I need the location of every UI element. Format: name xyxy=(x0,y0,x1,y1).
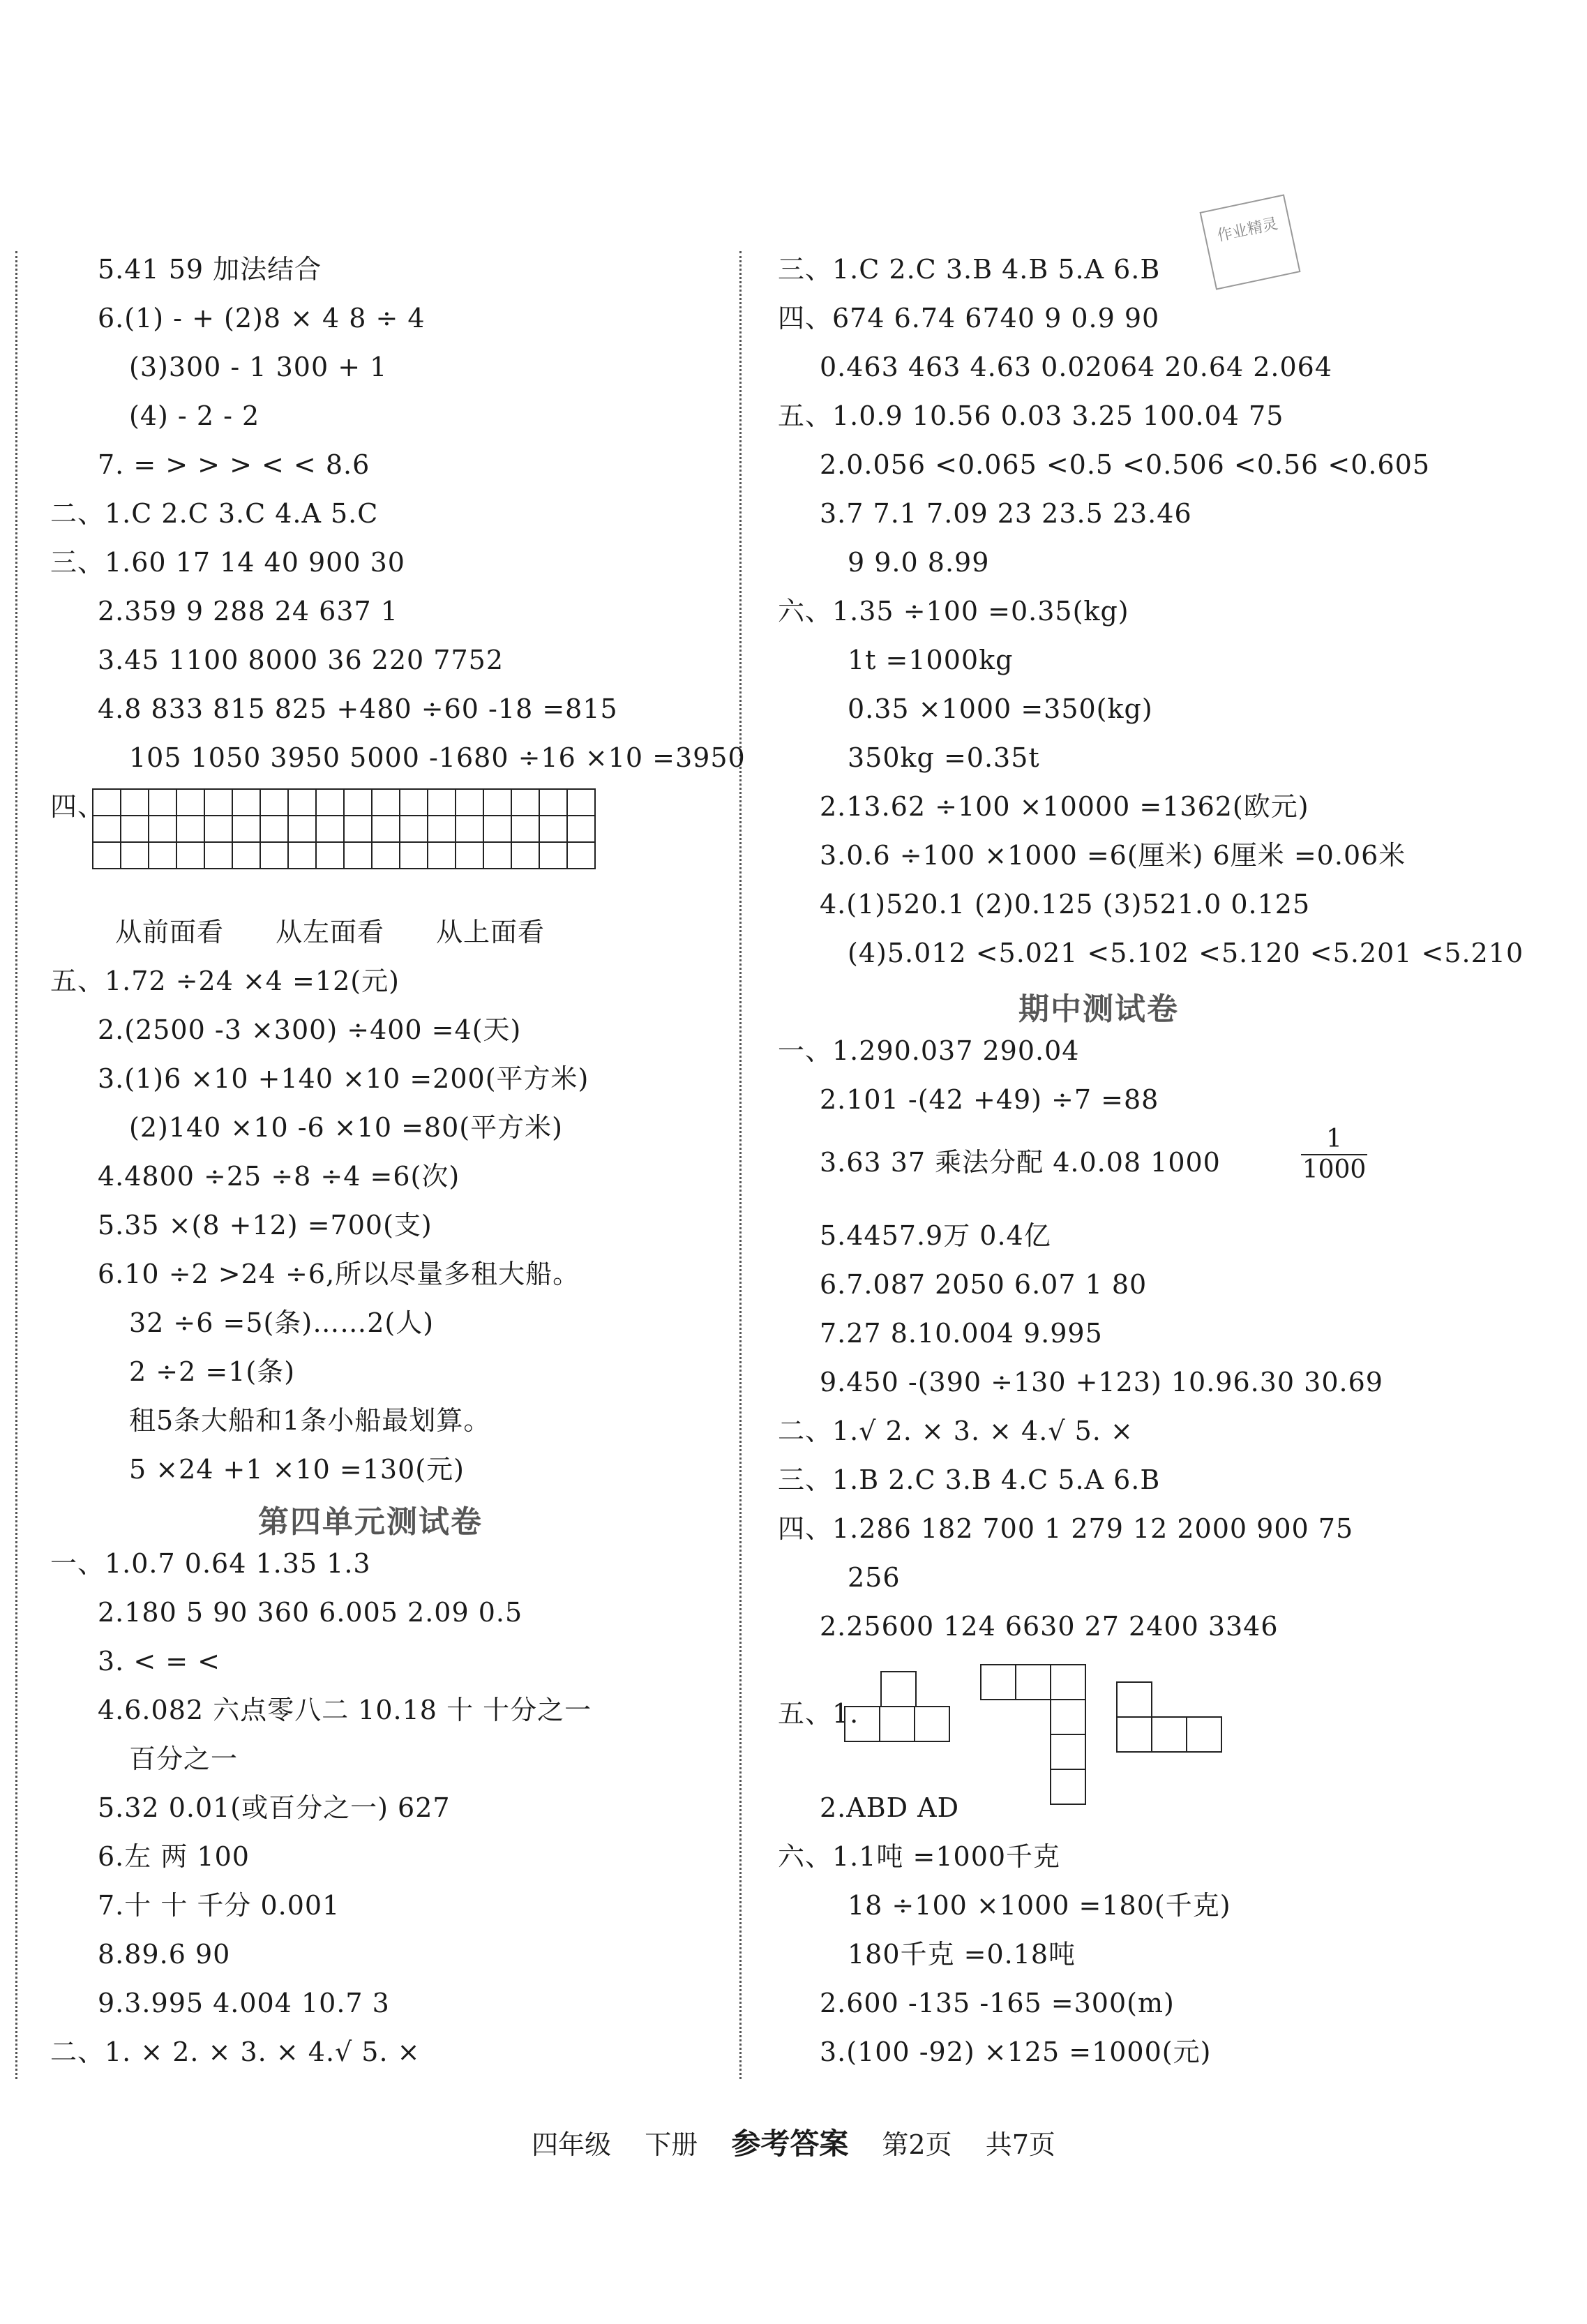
left-line-17: 5.35 ×(8 +12) =700(支) xyxy=(98,1210,433,1240)
left-line-5: 7. = > > > < < 8.6 xyxy=(98,449,370,480)
right-line-21: 7.27 8.10.004 9.995 xyxy=(820,1318,1103,1349)
right-line-22: 9.450 -(390 ÷130 +123) 10.96.30 30.69 xyxy=(820,1367,1383,1397)
left-line-27: 百分之一 xyxy=(129,1744,239,1774)
right-line-3: 0.463 463 4.63 0.02064 20.64 2.064 xyxy=(820,352,1333,382)
view-label-left: 从左面看 xyxy=(276,917,385,947)
right-line-12: 2.13.62 ÷100 ×10000 =1362(欧元) xyxy=(820,791,1309,822)
view-label-top: 从上面看 xyxy=(436,917,546,947)
net-figure-2 xyxy=(980,1664,1092,1783)
left-line-14: 3.(1)6 ×10 +140 ×10 =200(平方米) xyxy=(98,1063,589,1094)
fraction-one-thousandth: $\frac{1}{1000}$ xyxy=(1302,1125,1367,1184)
left-line-32: 9.3.995 4.004 10.7 3 xyxy=(98,1988,390,2018)
left-line-31: 8.89.6 90 xyxy=(98,1939,231,1970)
left-line-4: (4) - 2 - 2 xyxy=(129,400,260,431)
right-line-14: 4.(1)520.1 (2)0.125 (3)521.0 0.125 xyxy=(820,889,1311,920)
homework-stamp: 作业精灵 xyxy=(1200,194,1301,290)
left-line-15: (2)140 ×10 -6 ×10 =80(平方米) xyxy=(129,1112,563,1143)
left-line-19: 32 ÷6 =5(条)……2(人) xyxy=(129,1307,435,1338)
page-footer xyxy=(0,2121,1587,2163)
center-column-rule xyxy=(739,251,742,2079)
right-line-32: 2.600 -135 -165 =300(m) xyxy=(820,1988,1175,2018)
left-line-20: 2 ÷2 =1(条) xyxy=(129,1356,296,1387)
left-line-26: 4.6.082 六点零八二 10.18 十 十分之一 xyxy=(98,1695,592,1725)
right-line-16: 一、1.290.037 290.04 xyxy=(778,1035,1080,1066)
midterm-section-title: 期中测试卷 xyxy=(1018,991,1179,1027)
net-figure-1 xyxy=(844,1671,956,1755)
left-line-33: 二、1. × 2. × 3. × 4.√ 5. × xyxy=(50,2037,421,2067)
right-line-15: (4)5.012 <5.021 <5.102 <5.120 <5.201 <5.210 xyxy=(848,938,1524,968)
views-question-number: 四、 xyxy=(50,791,105,822)
left-line-11: 105 1050 3950 5000 -1680 ÷16 ×10 =3950 xyxy=(129,742,746,773)
right-line-5: 2.0.056 <0.065 <0.5 <0.506 <0.56 <0.605 xyxy=(820,449,1431,480)
left-line-16: 4.4800 ÷25 ÷8 ÷4 =6(次) xyxy=(98,1161,460,1192)
right-line-19: 5.4457.9万 0.4亿 xyxy=(820,1220,1051,1251)
right-line-4: 五、1.0.9 10.56 0.03 3.25 100.04 75 xyxy=(778,400,1284,431)
right-line-31: 180千克 =0.18吨 xyxy=(848,1939,1076,1970)
right-line-17: 2.101 -(42 +49) ÷7 =88 xyxy=(820,1084,1159,1115)
right-line-18: 3.63 37 乘法分配 4.0.08 1000 xyxy=(820,1147,1221,1178)
right-line-2: 四、674 6.74 6740 9 0.9 90 xyxy=(778,303,1160,333)
left-line-3: (3)300 - 1 300 + 1 xyxy=(129,352,388,382)
right-line-33: 3.(100 -92) ×125 =1000(元) xyxy=(820,2037,1212,2067)
footer-volume: 下册 xyxy=(645,2129,698,2160)
right-line-6: 3.7 7.1 7.09 23 23.5 23.46 xyxy=(820,498,1192,529)
left-line-25: 3. < = < xyxy=(98,1646,221,1677)
unit4-section-title: 第四单元测试卷 xyxy=(258,1504,483,1540)
left-line-13: 2.(2500 -3 ×300) ÷400 =4(天) xyxy=(98,1014,522,1045)
left-line-8: 2.359 9 288 24 637 1 xyxy=(98,596,398,627)
right-line-27: 2.25600 124 6630 27 2400 3346 xyxy=(820,1611,1279,1642)
net-question-label: 五、1. xyxy=(778,1698,859,1729)
left-line-30: 7.十 十 千分 0.001 xyxy=(98,1890,340,1921)
footer-brand: 参考答案 xyxy=(731,2127,849,2161)
left-line-18: 6.10 ÷2 >24 ÷6,所以尽量多租大船。 xyxy=(98,1259,580,1289)
left-line-29: 6.左 两 100 xyxy=(98,1841,250,1872)
left-line-21: 租5条大船和1条小船最划算。 xyxy=(129,1405,491,1436)
right-line-24: 三、1.B 2.C 3.B 4.C 5.A 6.B xyxy=(778,1464,1161,1495)
footer-grade: 四年级 xyxy=(532,2129,612,2160)
right-line-11: 350kg =0.35t xyxy=(848,742,1040,773)
right-line-23: 二、1.√ 2. × 3. × 4.√ 5. × xyxy=(778,1416,1134,1446)
left-line-6: 二、1.C 2.C 3.C 4.A 5.C xyxy=(50,498,379,529)
left-line-2: 6.(1) - + (2)8 × 4 8 ÷ 4 xyxy=(98,303,426,333)
right-line-28: 2.ABD AD xyxy=(820,1792,960,1823)
right-line-8: 六、1.35 ÷100 =0.35(kg) xyxy=(778,596,1129,627)
footer-total-pages: 共7页 xyxy=(985,2129,1055,2160)
right-line-9: 1t =1000kg xyxy=(848,645,1014,675)
right-line-1: 三、1.C 2.C 3.B 4.B 5.A 6.B xyxy=(778,254,1161,285)
right-line-20: 6.7.087 2050 6.07 1 80 xyxy=(820,1269,1148,1300)
views-grid xyxy=(92,788,596,869)
right-line-29: 六、1.1吨 =1000千克 xyxy=(778,1841,1061,1872)
left-line-1: 5.41 59 加法结合 xyxy=(98,254,322,285)
right-line-25: 四、1.286 182 700 1 279 12 2000 900 75 xyxy=(778,1513,1354,1544)
net-figure-3 xyxy=(1116,1681,1228,1758)
left-line-12: 五、1.72 ÷24 ×4 =12(元) xyxy=(50,966,400,996)
view-label-front: 从前面看 xyxy=(115,917,225,947)
right-line-13: 3.0.6 ÷100 ×1000 =6(厘米) 6厘米 =0.06米 xyxy=(820,840,1406,871)
right-line-26: 256 xyxy=(848,1562,901,1593)
left-line-22: 5 ×24 +1 ×10 =130(元) xyxy=(129,1454,465,1485)
left-line-23: 一、1.0.7 0.64 1.35 1.3 xyxy=(50,1548,371,1579)
right-line-30: 18 ÷100 ×1000 =180(千克) xyxy=(848,1890,1231,1921)
right-line-7: 9 9.0 8.99 xyxy=(848,547,990,578)
left-line-28: 5.32 0.01(或百分之一) 627 xyxy=(98,1792,451,1823)
left-line-9: 3.45 1100 8000 36 220 7752 xyxy=(98,645,504,675)
left-line-10: 4.8 833 815 825 +480 ÷60 -18 =815 xyxy=(98,694,618,724)
left-line-24: 2.180 5 90 360 6.005 2.09 0.5 xyxy=(98,1597,523,1628)
left-margin-rule xyxy=(15,251,17,2079)
right-line-10: 0.35 ×1000 =350(kg) xyxy=(848,694,1153,724)
left-line-7: 三、1.60 17 14 40 900 30 xyxy=(50,547,405,578)
footer-page-number: 第2页 xyxy=(882,2129,952,2160)
